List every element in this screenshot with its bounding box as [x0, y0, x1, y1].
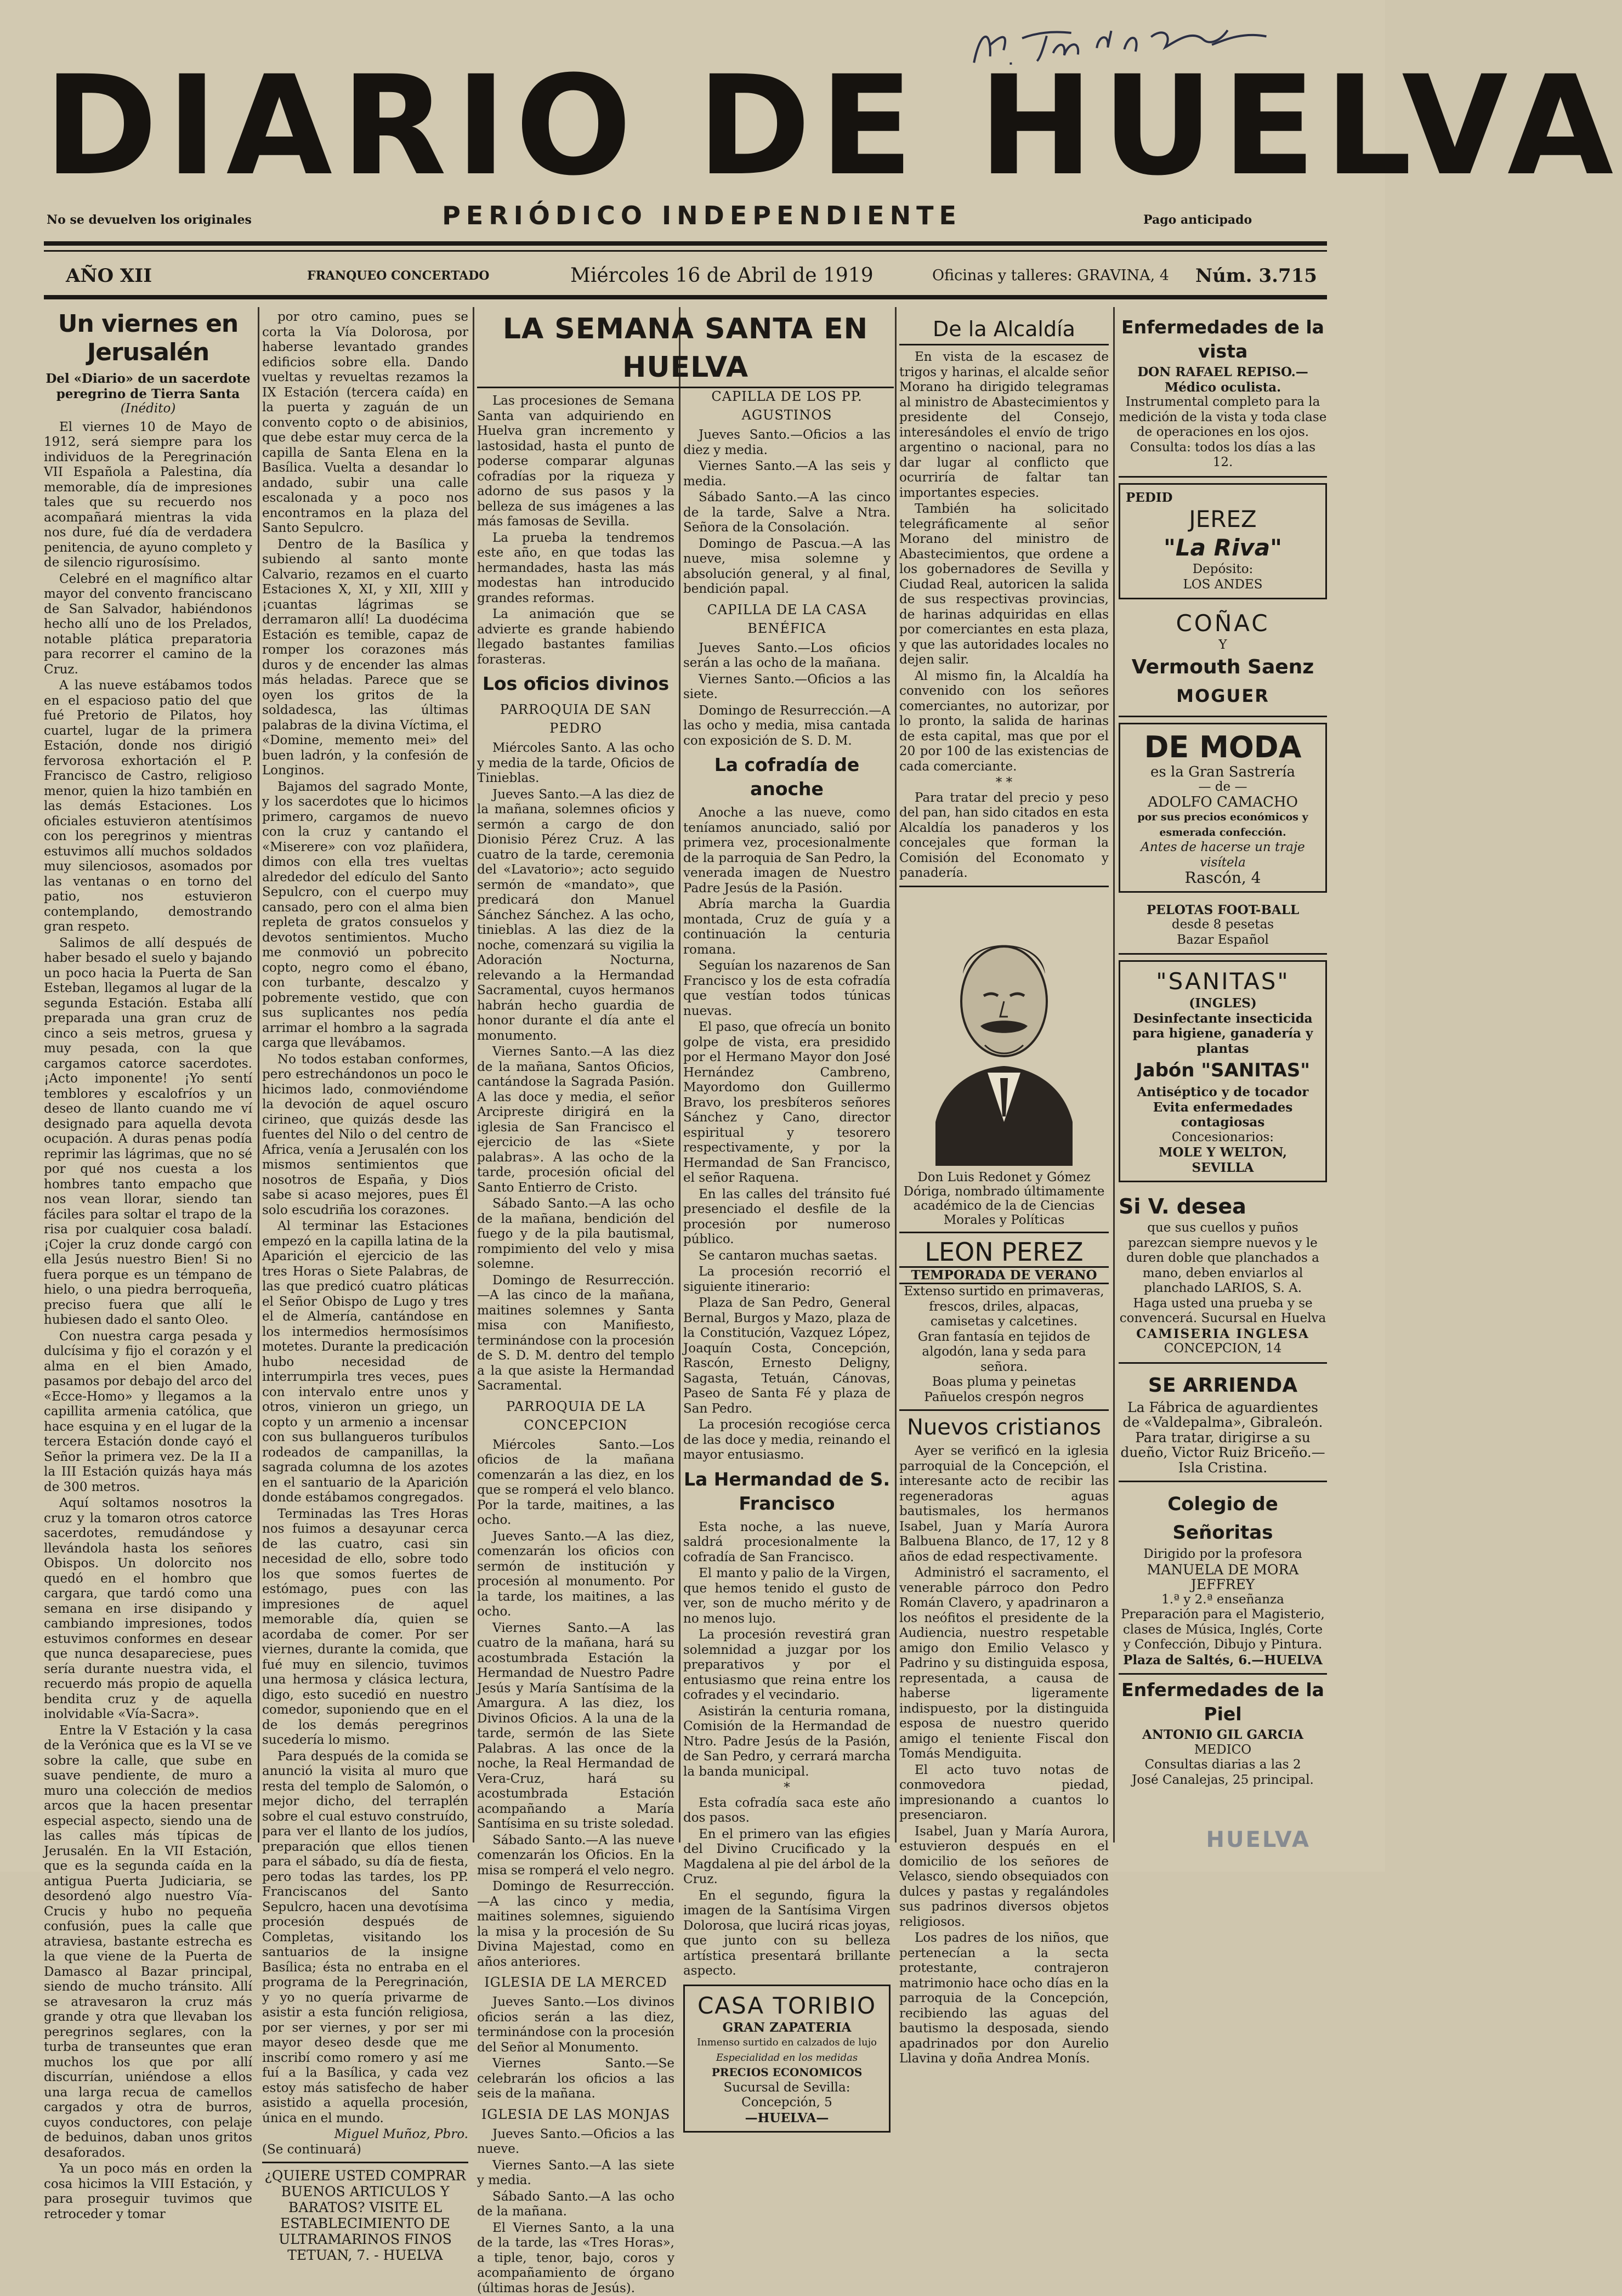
paragraph: Salimos de allí después de haber besado el suelo y bajando un poco hacia la Puerta de San Esteban, llegamos al lugar de la segunda Estación. Estaba allí preparada una gran cruz de cinco a seis metros, gruesa y muy pesada, con la que cargamos catorce sacerdotes. ¡Acto imponente! ¡Yo sentí temblores y escalofríos y un deseo de llanto cuando me ví designado para aquella devota ocupación. A duras penas podía reprimir las lágrimas, que no sé por qué nos cuesta a los hombres tanto empacho que nos vean llorar, siendo tan fáciles para soltar el trapo de la risa por cualquier cosa baladí. ¡Cojer la cruz donde cargó con ella Jesús nuestro Bien! Si no fuera porque es un témpano de hielo, o una piedra berroqueña, preciso fuera que allí le hubiesen dado el santo Oleo. [44, 936, 252, 1328]
ad-line: ADOLFO CAMACHO [1126, 795, 1320, 810]
ad-oculist [1119, 310, 1327, 478]
portrait-illustration [914, 892, 1094, 1166]
ad-jerez [1119, 483, 1327, 600]
ad-line: La Fábrica de aguardientes de «Valdepalma», Gibraleón. [1119, 1400, 1327, 1430]
ad-line: DON RAFAEL REPISO.—Médico oculista. [1119, 365, 1327, 395]
ad-conac [1119, 605, 1327, 717]
paragraph: La procesión recorrió el siguiente itinerario: [683, 1265, 891, 1295]
divider [899, 1409, 1109, 1411]
ad-line: Para tratar, dirigirse a su dueño, Victor Ruiz Briceño.—Isla Cristina. [1119, 1430, 1327, 1476]
ad-line: (INGLES) [1126, 996, 1320, 1011]
ad-line: MEDICO [1119, 1743, 1327, 1758]
paragraph: Sábado Santo.—A las cinco de la tarde, Salve a Ntra. Señora de la Consolación. [683, 490, 891, 536]
portrait-engraving [914, 892, 1094, 1166]
ad-line: es la Gran Sastrería [1126, 765, 1320, 780]
section-heading: Los oficios divinos [477, 672, 674, 696]
paragraph: Domingo de Resurrección.—A las cinco y media, maitines solemnes, siguiendo la misa y la procesión de Su Divina Majestad, como en años anteriores. [477, 1879, 674, 1970]
ad-line: Instrumental completo para la medición de la vista y toda clase de operaciones en los ojos. [1119, 395, 1327, 440]
parish-heading: CAPILLA DE LA CASA BENÉFICA [683, 600, 891, 638]
paragraph: Plaza de San Pedro, General Bernal, Burgos y Mazo, plaza de la Constitución, Vazquez López, Joaquín Costa, Concepción, Rascón, Ernesto Deligny, Sagasta, Tetuán, Cánovas, Paseo de Santa Fé y plaza de San Pedro. [683, 1296, 891, 1416]
article-note: (Inédito) [44, 401, 252, 417]
ad-line: Preparación para el Magisterio, clases de Música, Inglés, Corte y Confección, Dibujo y Pintura. [1119, 1607, 1327, 1653]
article-subtitle: Del «Diario» de un sacerdote peregrino de Tierra Santa [44, 371, 252, 401]
ad-line: Boas pluma y peinetas [899, 1375, 1109, 1390]
paragraph: El Viernes Santo, a la una de la tarde, las «Tres Horas», a tiple, tenor, bajo, coros y acompañamiento de órgano (últimas horas de Jesús). [477, 2221, 674, 2296]
paragraph: Jueves Santo.—Oficios a las nueve. [477, 2127, 674, 2157]
ad-line: Rascón, 4 [1126, 870, 1320, 886]
paragraph: No todos estaban conformes, pero estrechándonos un poco le hicimos lado, conmoviéndome la devoción de aquel oscuro cirineo, que quizás desde las fuentes del Nilo o del centro de Africa, venía a Jerusalén con los mismos sentimientos que nosotros de España, y Dios sabe si acaso mejores, pues Él solo escudriña los corazones. [262, 1052, 468, 1218]
paragraph: En el primero van las efigies del Divino Crucificado y la Magdalena al pie del árbol de la Cruz. [683, 1827, 891, 1887]
article-jerusalen [44, 310, 252, 1851]
paragraph: En las calles del tránsito fué presenciado el desfile de la procesión por numeroso público. [683, 1187, 891, 1248]
ad-line: Especialidad en los medidas [690, 2050, 883, 2066]
ad-line: José Canalejas, 25 principal. [1119, 1773, 1327, 1788]
ad-line: Concesionarios: [1126, 1130, 1320, 1146]
paragraph: A las nueve estábamos todos en el espacioso patio del que fué Pretorio de Pilatos, hoy cuartel, lugar de la primera Estación, donde nos dirigió fervorosa exhortación el P. Francisco de Castro, religioso menor, quien la hizo también en las demás Estaciones. Los oficiales estuvieron atentísimos con los peregrinos y mientras estuvimos allí muchos soldados muy silenciosos, asomados por las ventanas o en torno del patio, nos estuvieron contemplando, demostrando gran respeto. [44, 678, 252, 935]
ad-line: Haga usted una prueba y se convencerá. Sucursal en Huelva [1119, 1296, 1327, 1326]
paragraph: Bajamos del sagrado Monte, y los sacerdotes que lo hicimos primero, cargamos de nuevo con la cruz y cantando el «Miserere» con voz plañidera, dimos con ella tres vueltas alrededor del edículo del Santo Sepulcro, con el cuerpo muy cansado, pero con el alma bien repleta de gratos consuelos y devotos sentimientos. Mucho me conmovió un pobrecito copto, negro como el ébano, con turbante, descalzo y pobremente vestido, que con sus suplicantes nos pedía arrimar el hombro a la sagrada carga que llevábamos. [262, 780, 468, 1051]
ad-line: Gran fantasía en tejidos de algodón, lana y seda para señora. [899, 1330, 1109, 1375]
paragraph: En el segundo, figura la imagen de la Santísima Virgen Dolorosa, que lucirá ricas joyas, que junto con su belleza artística presentará brillante aspecto. [683, 1889, 891, 1979]
column-divider [473, 307, 474, 1843]
masthead-rule-thin [44, 250, 1327, 252]
paragraph: Ayer se verificó en la iglesia parroquial de la Concepción, el interesante acto de recibir las regeneradoras aguas bautismales, los hermanos Isabel, Juan y María Aurora Balbuena Blanco, de 17, 12 y 8 años de edad respectivamente. [899, 1444, 1109, 1564]
ad-line: Y [1119, 638, 1327, 653]
paragraph: Con nuestra carga pesada y dulcísima y fijo el corazón y el alma en el bien Amado, pasamos por debajo del arco del «Ecce-Homo» y llegamos a la capillita armenia católica, que hace esquina y en el lugar de la tercera Estación donde cayó el Señor la primera vez. De la II a la III Estación quizás haya más de 300 metros. [44, 1329, 252, 1495]
archive-watermark: HUELVA [1146, 1823, 1311, 1856]
paragraph: El acto tuvo notas de conmovedora piedad, impresionando a cuantos lo presenciaron. [899, 1763, 1109, 1823]
paragraph: Se cantaron muchas saetas. [683, 1249, 891, 1264]
paragraph: Ya un poco más en orden la cosa hicimos la VIII Estación, y para proseguir tuvimos que retroceder y tomar [44, 2162, 252, 2222]
stars-separator: * * [899, 775, 1109, 791]
ad-title: DE MODA [1126, 730, 1320, 765]
paragraph: El manto y palio de la Virgen, que hemos tenido el gusto de ver, son de mucho mérito y de no menos lujo. [683, 1566, 891, 1626]
ultramarinos-ad: ¿QUIERE USTED COMPRAR BUENOS ARTICULOS Y BARATOS? VISITE EL ESTABLECIMIENTO DE ULTRAMARINOS FINOS TETUAN, 7. - HUELVA [262, 2168, 468, 2263]
article-semana-santa [477, 310, 674, 1851]
ad-line: GRAN ZAPATERIA [690, 2020, 883, 2036]
paragraph: En vista de la escasez de trigos y harinas, el alcalde señor Morano ha dirigido telegramas al ministro de Abastecimientos y presidente del Consejo, interesándoles el envío de trigo argentino o nacional, para no dar lugar al conflicto que ocurriría de faltar tan importantes especies. [899, 350, 1109, 501]
continued-note: (Se continuará) [262, 2142, 468, 2158]
paragraph: Isabel, Juan y María Aurora, estuvieron después en el domicilio de los señores de Velasco, siendo obsequiados con dulces y pastas y regalándoles sus padrinos diversos objetos religiosos. [899, 1824, 1109, 1930]
paragraph: Sábado Santo.—A las ocho de la mañana, bendición del fuego y de la pila bautismal, rompimiento del velo y misa solemne. [477, 1197, 674, 1272]
section-heading: Nuevos cristianos [899, 1415, 1109, 1439]
ad-title: COÑAC [1119, 609, 1327, 638]
paragraph: La animación que se advierte es grande habiendo llegado bastantes familias forasteras. [477, 607, 674, 667]
slogan-right: Pago anticipado [1143, 213, 1252, 227]
ad-planchado [1119, 1188, 1327, 1364]
paragraph: Para tratar del precio y peso del pan, han sido citados en esta Alcaldía los panaderos y los concejales que forman la Comisión del Economato y panadería. [899, 791, 1109, 881]
paragraph: Dentro de la Basílica y subiendo al santo monte Calvario, rezamos en el cuarto Estaciones X, XI, y XII, XIII y ¡cuantas lágrimas se derramaron allí! La duodécima Estación es temible, capaz de romper los corazones más duros y de encender las almas más heladas. Parece que se oyen los gritos de la soldadesca, las últimas palabras de la divina Víctima, el «Domine, memento mei» del buen ladrón, y la confesión de Longinos. [262, 537, 468, 779]
paragraph: por otro camino, pues se corta la Vía Dolorosa, por haberse levantado grandes edificios sobre ella. Dando vueltas y revueltas rezamos la IX Estación (tercera caída) en la puerta y zaguán de un convento copto o de abisinios, que debe estar muy cerca de la capilla de Santa Elena en la Basílica. Vuelta a desandar lo andado, subir una calle escalonada y a poco nos encontramos en la plaza del Santo Sepulcro. [262, 310, 468, 536]
section-heading: La cofradía de anoche [683, 753, 891, 801]
ad-football [1119, 898, 1327, 955]
paragraph: Esta cofradía saca este año dos pasos. [683, 1796, 891, 1826]
ad-dermatology [1119, 1678, 1327, 1788]
ad-line: MANUELA DE MORA JEFFREY [1119, 1562, 1327, 1592]
article-jerusalen-continued [262, 310, 468, 1851]
paragraph: Celebré en el magnífico altar mayor del convento franciscano de San Salvador, habiéndonos hecho allí uno de los Prelados, notable plática preparatoria para recorrer el camino de la Cruz. [44, 572, 252, 678]
paragraph: Administró el sacramento, el venerable párroco don Pedro Román Clavero, y apadrinaron a los neófitos el presidente de la Audiencia, nuestro respetable amigo don Emilio Velasco y Padrino y su distinguida esposa, representada, a causa de haberse ligeramente indispuesto, por la distinguida esposa de nuestro querido amigo el teniente Fiscal don Tomás Mendiguita. [899, 1566, 1109, 1762]
divider [899, 1232, 1109, 1233]
paragraph: El viernes 10 de Mayo de 1912, será siempre para los individuos de la Peregrinación VII Española a Palestina, día memorable, día de impresiones tales que su recuerdo nos acompañará mientras la vida nos dure, fué día de verdadera penitencia, de ayuno completo y de silencio rigurosísimo. [44, 420, 252, 571]
paragraph: Sábado Santo.—A las nueve comenzarán los Oficios. En la misa se romperá el velo negro. [477, 1833, 674, 1879]
paragraph: Anoche a las nueve, como teníamos anunciado, salió por primera vez, procesionalmente de la parroquia de San Pedro, la venerada imagen de Nuestro Padre Jesús de la Pasión. [683, 806, 891, 896]
leon-perez-ad [899, 1238, 1109, 1405]
ad-line: Antiséptico y de tocador [1126, 1085, 1320, 1100]
paragraph: Miércoles Santo. A las ocho y media de la tarde, Oficios de Tinieblas. [477, 741, 674, 786]
ad-line: Inmenso surtido en calzados de lujo [690, 2035, 883, 2050]
portrait-caption: Don Luis Redonet y Gómez Dóriga, nombrado últimamente académico de la de Ciencias Morales y Políticas [899, 1170, 1109, 1227]
paragraph: Viernes Santo.—A las diez de la mañana, Santos Oficios, cantándose la Sagrada Pasión. A las doce y media, el señor Arcipreste dirigirá en la iglesia de San Francisco el ejercicio de las «Siete palabras». A las ocho de la tarde, procesión oficial del Santo Entierro de Cristo. [477, 1045, 674, 1195]
ad-line: PRECIOS ECONOMICOS [690, 2065, 883, 2080]
paragraph: Viernes Santo.—A las seis y media. [683, 459, 891, 489]
franqueo-label: FRANQUEO CONCERTADO [307, 262, 489, 290]
article-title: LA SEMANA SANTA EN HUELVA [477, 310, 894, 388]
column-divider [1113, 307, 1115, 1843]
ad-line: —HUELVA— [690, 2111, 883, 2126]
ad-line: Pañuelos crespón negros [899, 1390, 1109, 1405]
ad-line: PELOTAS FOOT-BALL [1119, 903, 1327, 918]
ad-title: "SANITAS" [1126, 967, 1320, 996]
offices-address: Oficinas y talleres: GRAVINA, 4 [932, 262, 1169, 290]
ad-line: 1.ª y 2.ª enseñanza [1119, 1592, 1327, 1608]
paragraph: Abría marcha la Guardia montada, Cruz de guía y a continuación la centuria romana. [683, 897, 891, 957]
ad-title: Enfermedades de la vista [1119, 315, 1327, 364]
paragraph: Domingo de Resurrección.—A las cinco de la mañana, maitines solemnes y Santa misa con Manifiesto, terminándose con la procesión de S. D. M. dentro del templo a la que asiste la Hermandad Sacramental. [477, 1273, 674, 1394]
paragraph: Domingo de Pascua.—A las nueve, misa solemne y absolución general, y al final, bendición papal. [683, 537, 891, 597]
ad-line: Plaza de Saltés, 6.—HUELVA [1119, 1653, 1327, 1668]
paragraph: La prueba la tendremos este año, en que todas las hermandades, hasta las más modestas han introducido grandes reformas. [477, 531, 674, 606]
paragraph: Asistirán la centuria romana, Comisión de la Hermandad de Ntro. Padre Jesús de la Pasión, de San Pedro, y cerrará marcha la banda municipal. [683, 1704, 891, 1780]
section-heading: La Hermandad de S. Francisco [683, 1467, 891, 1516]
ad-title: LEON PEREZ [899, 1238, 1109, 1266]
ad-line: CONCEPCION, 14 [1119, 1341, 1327, 1357]
paragraph: Jueves Santo.—Los divinos oficios serán a las diez, terminándose con la procesión del Señor al Monumento. [477, 1995, 674, 2055]
ad-line: ANTONIO GIL GARCIA [1119, 1727, 1327, 1743]
paragraph: Seguían los nazarenos de San Francisco y los de esta cofradía que vestían todos túnicas nuevas. [683, 959, 891, 1019]
ad-line: Vermouth Saenz [1119, 653, 1327, 682]
paragraph: Viernes Santo.—A las cuatro de la mañana, hará su acostumbrada Estación la Hermandad de Nuestro Padre Jesús y María Santísima de la Amargura. A las diez, los Divinos Oficios. A la una de la tarde, sermón de las Siete Palabras. A las once de la noche, la Real Hermandad de Vera-Cruz, hará su acostumbrada Estación acompañando a María Santísima en su triste soledad. [477, 1621, 674, 1832]
ad-line: Antes de hacerse un traje visítela [1126, 840, 1320, 870]
parish-heading: IGLESIA DE LA MERCED [477, 1973, 674, 1992]
paragraph: También ha solicitado telegráficamente al señor Morano del ministro de Abastecimientos, que ordene a los gobernadores de Sevilla y Ciudad Real, autoricen la salida de sus respectivas provincias, de harinas adquiridas en ellas por comerciantes en esta plaza, y que las autoridades locales no dejen salir. [899, 502, 1109, 668]
ad-line: por sus precios económicos y esmerada confección. [1126, 810, 1320, 840]
column-divider [895, 307, 897, 1843]
issue-date: Miércoles 16 de Abril de 1919 [570, 262, 874, 290]
paragraph: Para después de la comida se anunció la visita al muro que resta del templo de Salomón, o mejor dicho, del terraplén sobre el cual estuvo construído, para ver el llanto de los judíos, preparación que ellos tienen para el sábado, su día de fiesta, pero todas las tardes, los PP. Franciscanos del Santo Sepulcro, hacen una devotísima procesión después de Completas, visitando los santuarios de la insigne Basílica; ésta no entraba en el programa de la Peregrinación, y yo no quería privarme de asistir a esta función religiosa, por ser viernes, y por ser mi mayor deseo desde que me inscribí como romero y así me fuí a la Basílica, y cada vez estoy más satisfecho de haber asistido a aquella procesión, única en el mundo. [262, 1749, 468, 2127]
parish-heading: CAPILLA DE LOS PP. AGUSTINOS [683, 387, 891, 424]
ad-line: Desinfectante insecticida para higiene, ganadería y plantas [1126, 1011, 1320, 1057]
paragraph: Aquí soltamos nosotros la cruz y la tomaron otros catorce sacerdotes, remudándose y llevándola hasta los señores Obispos. Un dolorcito nos quedó en el hombro que cargara, que tardó como una semana en irse disipando y cambiando impresiones, todos estuvimos conformes en desear que nunca desapareciese, pues sería durante nuestra vida, el recuerdo más propio de aquella bendita cruz y de aquella inolvidable «Vía-Sacra». [44, 1496, 252, 1722]
ad-title: CASA TORIBIO [690, 1992, 883, 2020]
paragraph: Los padres de los niños, que pertenecían a la secta protestante, contrajeron matrimonio hace ocho días en la parroquia de la Concepción, recibiendo las aguas del bautismo la desposada, siendo apadrinados por don Aurelio Llavina y doña Andrea Monís. [899, 1931, 1109, 2067]
classified-ads-column [1119, 310, 1327, 1851]
paragraph: Terminadas las Tres Horas nos fuimos a desayunar cerca de las cuatro, casi sin necesidad de ello, sobre todo los que somos fuertes de estómago, pues con las impresiones de aquel memorable día, quien se acordaba de comer. Por ser viernes, durante la comida, que fué muy en silencio, tuvimos una hermosa y clásica lectura, digo, esto sucedió en nuestro comedor, suponiendo que en el de los demás peregrinos sucedería lo mismo. [262, 1507, 468, 1748]
column-divider [258, 307, 259, 1843]
paragraph: Jueves Santo.—A las diez, comenzarán los oficios con sermón de institución y procesión al monumento. Por la tarde, los maitines, a las ocho. [477, 1529, 674, 1620]
article-semana-santa-continued [683, 384, 891, 1848]
ad-line: MOLE Y WELTON, SEVILLA [1126, 1145, 1320, 1175]
ad-title: JEREZ [1126, 505, 1320, 534]
article-title: Un viernes en Jerusalén [44, 310, 252, 367]
ad-line: Sucursal de Sevilla: Concepción, 5 [690, 2080, 883, 2111]
ad-title: Enfermedades de la Piel [1119, 1678, 1327, 1726]
parish-heading: IGLESIA DE LAS MONJAS [477, 2105, 674, 2124]
ad-title: Si V. desea [1119, 1192, 1327, 1221]
ad-line: desde 8 pesetas [1119, 917, 1327, 933]
paragraph: Domingo de Resurrección.—A las ocho y media, misa cantada con exposición de S. D. M. [683, 704, 891, 749]
paragraph: Entre la V Estación y la casa de la Verónica que es la VI se ve sobre la calle, que sube en suave pendiente, de muro a muro una colección de medios arcos que la hacen presentar especial aspecto, siendo una de las calles más típicas de Jerusalén. En la VII Estación, que es la segunda caída en la antigua Puerta Judiciaria, se desordenó algo nuestro Vía-Crucis y hubo no pequeña confusión, pues la calle que atraviesa, bastante estrecha es la que viene de la Puerta de Damasco al Bazar principal, siendo de mucho tránsito. Allí se atravesaron la cruz más grande y otra que llevaban los peregrinos seglares, con la turba de transeuntes que eran muchos los que por allí discurrían, uniéndose a ellos una larga recua de camellos cargados y otra de burros, cuyos conductores, con pelaje de beduinos, daban unos gritos desaforados. [44, 1724, 252, 2161]
masthead-subtitle: PERIÓDICO INDEPENDIENTE [362, 202, 1042, 229]
header-rule-bottom [44, 295, 1327, 299]
ad-line: Dirigido por la profesora [1119, 1547, 1327, 1562]
divider [262, 2162, 468, 2163]
paragraph: Las procesiones de Semana Santa van adquiriendo en Huelva gran incremento y lastosidad, hasta el punto de poderse comparar algunas cofradías por la riqueza y adorno de sus pasos y la belleza de sus imágenes a las más famosas de Sevilla. [477, 394, 674, 530]
ad-line: MOGUER [1119, 682, 1327, 710]
paragraph: Viernes Santo.—Se celebrarán los oficios a las seis de la mañana. [477, 2056, 674, 2102]
stars-separator: * [683, 1781, 891, 1796]
ad-sastreria [1119, 723, 1327, 893]
paragraph: La procesión revestirá gran solemnidad a juzgar por los preparativos y por el entusiasmo que reina entre los cofrades y el vecindario. [683, 1628, 891, 1703]
ad-brand: "La Riva" [1126, 534, 1320, 562]
ad-line: — de — [1126, 780, 1320, 795]
paragraph: La procesión recogióse cerca de las doce y media, reinando el mayor entusiasmo. [683, 1418, 891, 1463]
ad-line: CAMISERIA INGLESA [1119, 1326, 1327, 1342]
paragraph: Al mismo fin, la Alcaldía ha convenido con los señores comerciantes, no autorizar, por lo pronto, la salida de harinas de esta capital, mas que por el 20 por 100 de las existencias de cada comerciante. [899, 669, 1109, 775]
parish-heading: PARROQUIA DE SAN PEDRO [477, 700, 674, 738]
parish-heading: PARROQUIA DE LA CONCEPCION [477, 1397, 674, 1435]
ad-line: Consultas diarias a las 2 [1119, 1758, 1327, 1773]
ad-line: PEDID [1126, 490, 1320, 506]
ad-title: SE ARRIENDA [1119, 1371, 1327, 1400]
paragraph: Al terminar las Estaciones empezó en la capilla latina de la Aparición el ejercicio de las tres Horas o Siete Palabras, de las que predicó cuatro pláticas el Señor Obispo de Lugo y tres el de Almería, cantándose en los intermedios hermosísimos motetes. Durante la predicación hubo necesidad de interrumpirla tres veces, pues con intervalo entre unos y otros, vinieron un griego, un copto y un armenio a incensar con sus bullangueros turíbulos rodeados de campanillas, la sagrada columna de los azotes en el santuario de la Aparición donde estábamos congregados. [262, 1219, 468, 1506]
paragraph: Jueves Santo.—Oficios a las diez y media. [683, 428, 891, 458]
ad-title: Colegio de Señoritas [1119, 1490, 1327, 1547]
slogan-left: No se devuelven los originales [47, 213, 252, 227]
paragraph: Sábado Santo.—A las ocho de la mañana. [477, 2190, 674, 2220]
ad-line: que sus cuellos y puños parezcan siempre nuevos y le duren doble que planchados a mano, deben enviarlos al planchado LARIOS, S. A. [1119, 1221, 1327, 1296]
column-alcaldia [899, 310, 1109, 1851]
issue-number: Núm. 3.715 [1195, 262, 1317, 290]
casa-toribio-ad [683, 1985, 891, 2133]
ad-colegio [1119, 1486, 1327, 1675]
ad-se-arrienda [1119, 1367, 1327, 1483]
author-signature: Miguel Muñoz, Pbro. [262, 2127, 468, 2142]
divider [899, 886, 1109, 887]
ad-line: Depósito: [1126, 562, 1320, 577]
column-divider [679, 307, 680, 1843]
paragraph: Viernes Santo.—Oficios a las siete. [683, 672, 891, 702]
ad-line: TEMPORADA DE VERANO [899, 1266, 1109, 1285]
ad-line: Extenso surtido en primaveras, frescos, driles, alpacas, camisetas y calcetines. [899, 1284, 1109, 1330]
masthead-title: DIARIO DE HUELVA [44, 52, 1322, 200]
ad-line: Evita enfermedades contagiosas [1126, 1100, 1320, 1130]
paragraph: Jueves Santo.—A las diez de la mañana, solemnes oficios y sermón a cargo de don Dionisio Pérez Cruz. A las cuatro de la tarde, ceremonia del «Lavatorio»; acto seguido sermón de «mandato», que predicará don Manuel Sánchez Sánchez. A las ocho, tinieblas. A las diez de la noche, comenzará su vigilia la Adoración Nocturna, relevando a la Hermandad Sacramental, cuyos hermanos habrán hecho guardia de honor durante el día ante el monumento. [477, 787, 674, 1044]
paragraph: Viernes Santo.—A las siete y media. [477, 2158, 674, 2189]
ad-line: Bazar Español [1119, 933, 1327, 948]
paragraph: Miércoles Santo.—Los oficios de la mañana comenzarán a las diez, en los que se romperá el velo blanco. Por la tarde, maitines, a las ocho. [477, 1438, 674, 1528]
ad-sanitas [1119, 960, 1327, 1182]
issue-year: AÑO XII [66, 262, 152, 290]
ad-line: LOS ANDES [1126, 577, 1320, 593]
masthead-rule-top [44, 241, 1327, 246]
ad-line: Jabón "SANITAS" [1126, 1056, 1320, 1085]
section-heading: De la Alcaldía [899, 314, 1109, 345]
ad-line: Consulta: todos los días a las 12. [1119, 440, 1327, 470]
paragraph: El paso, que ofrecía un bonito golpe de vista, era presidido por el Hermano Mayor don José Hernández Cambreno, Mayordomo don Guillermo Bravo, los presbíteros señores Sánchez y Cano, director espiritual y tesorero respectivamente, y por la Hermandad de San Francisco, el señor Raquena. [683, 1020, 891, 1186]
paragraph: Jueves Santo.—Los oficios serán a las ocho de la mañana. [683, 641, 891, 671]
paragraph: Esta noche, a las nueve, saldrá procesionalmente la cofradía de San Francisco. [683, 1520, 891, 1566]
